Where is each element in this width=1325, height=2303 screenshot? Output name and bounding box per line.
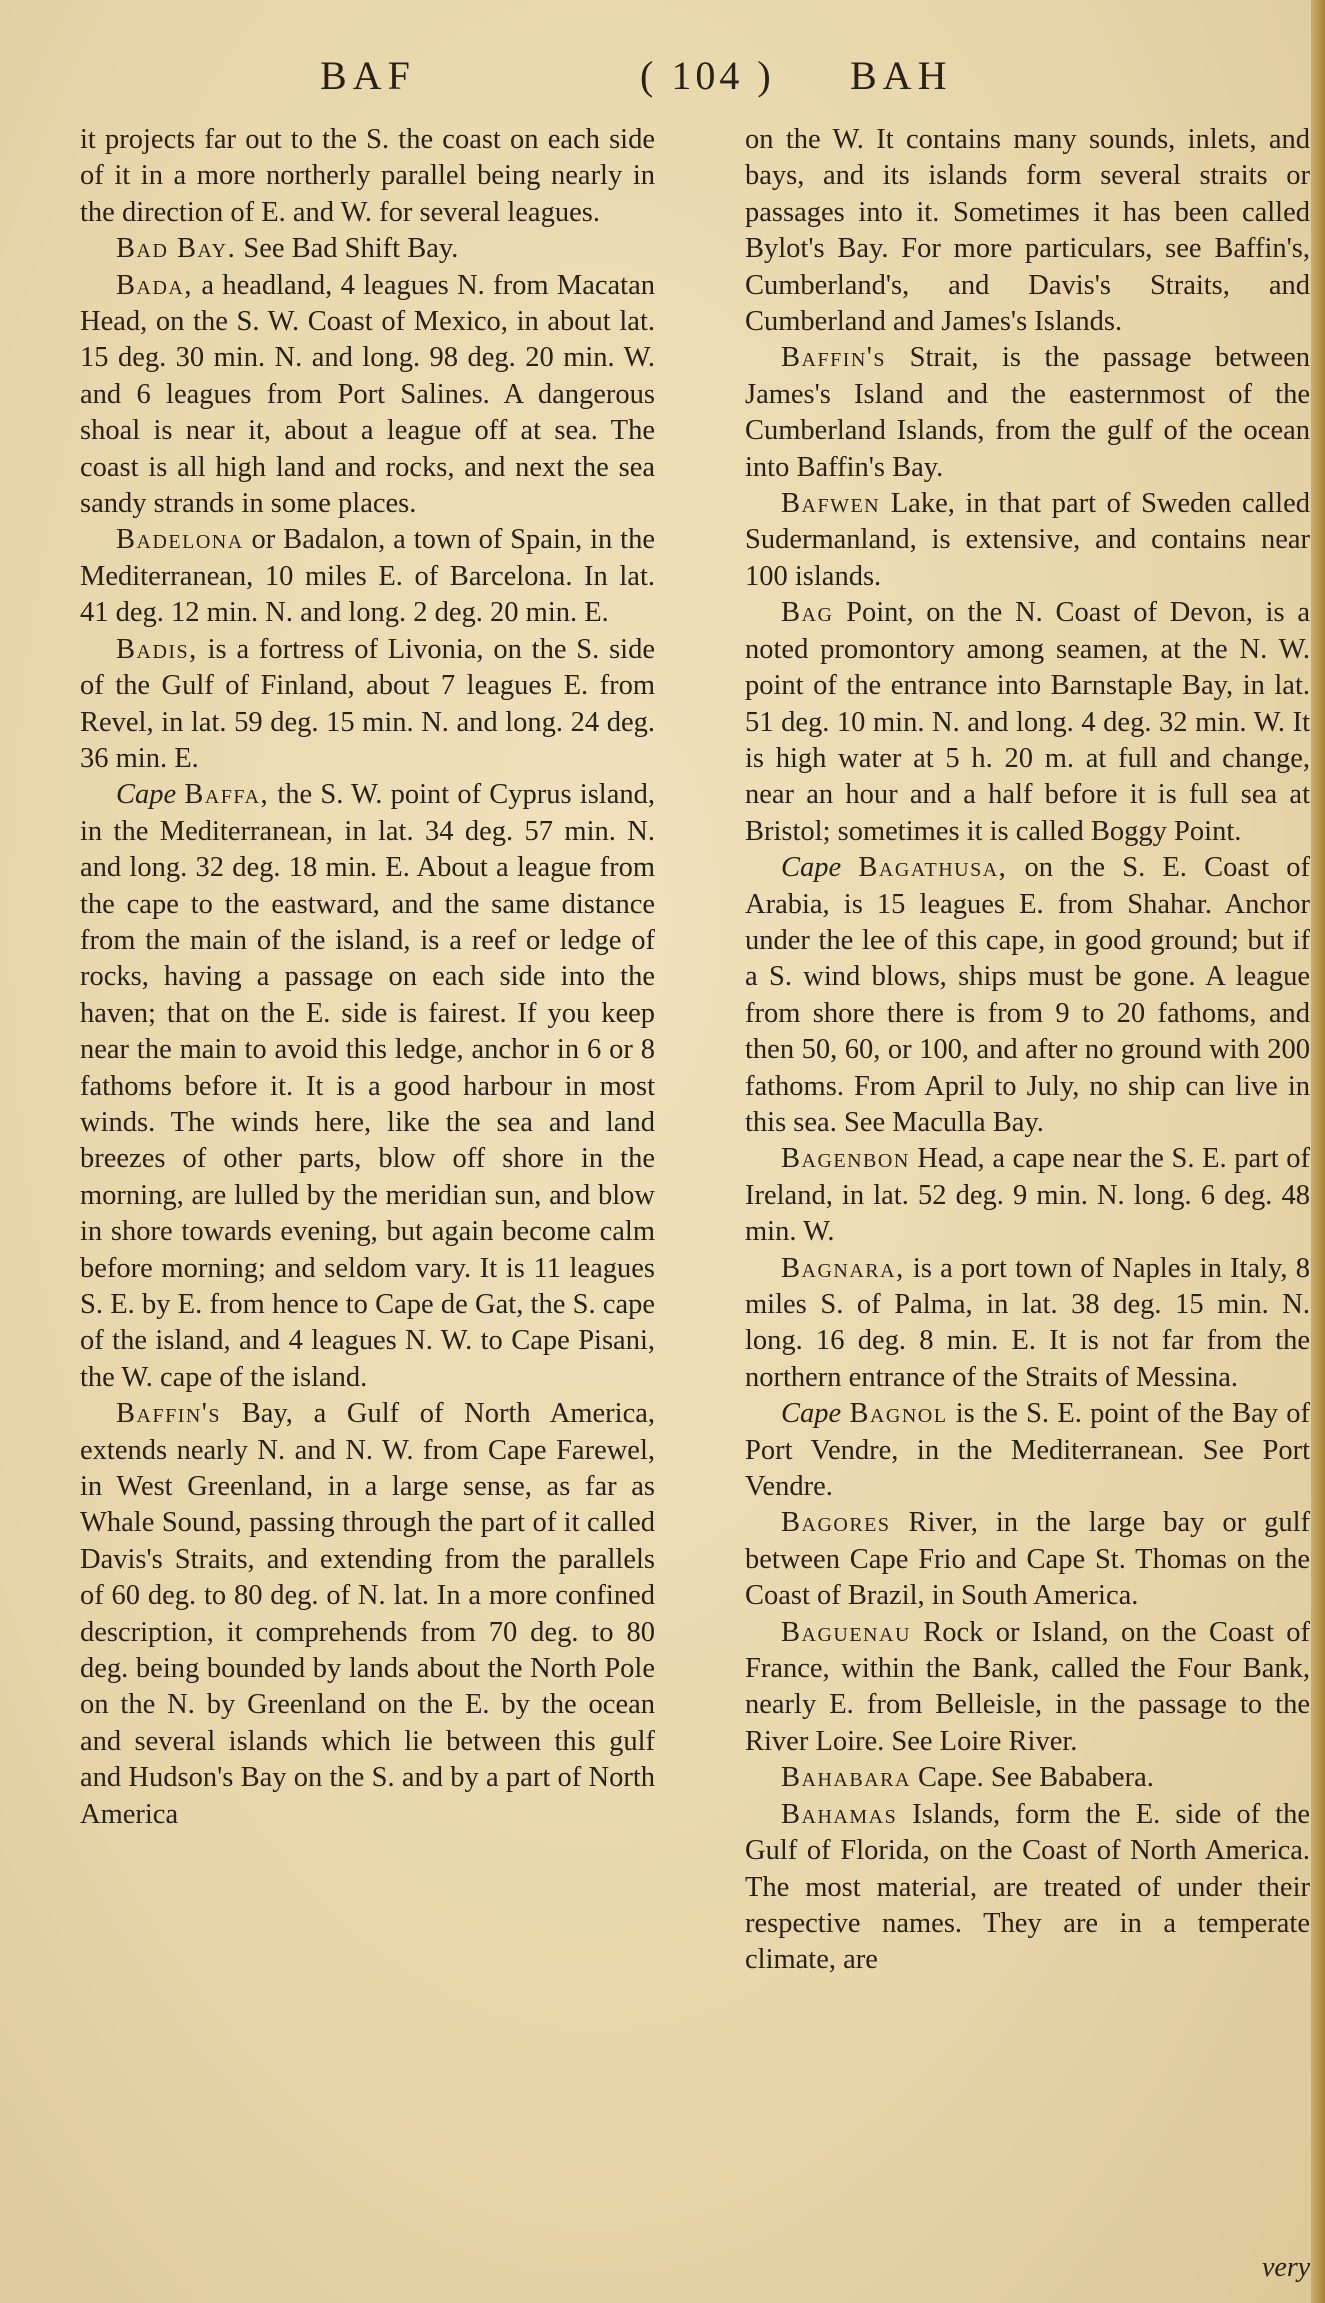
page-number: ( 104 )	[640, 53, 775, 98]
dictionary-entry	[745, 1396, 1310, 1505]
right-column	[745, 122, 1310, 1979]
entry-headword: Bagenbon	[781, 1143, 910, 1175]
entry-headword: Baffin's	[116, 1398, 222, 1430]
dictionary-entry	[745, 1141, 1310, 1250]
dictionary-entry	[80, 268, 655, 523]
entry-text: is a fortress of Livonia, on the S. side of the Gulf of Finland, about 7 leagues E. from Revel, in lat. 59 deg. 15 min. N. and long. 24 deg. 36 min. E.	[80, 633, 655, 774]
entry-text: Islands, form the E. side of the Gulf of Florida, on the Coast of North America. The most material, are treated of under their respective names. They are in a temperate climate, are	[745, 1798, 1310, 1976]
header-left: BAF	[320, 53, 416, 98]
dictionary-entry	[745, 1251, 1310, 1397]
entry-headword: Baffa,	[184, 779, 270, 811]
entry-text: on the S. E. Coast of Arabia, is 15 leagues E. from Shahar. Anchor under the lee of this cape, in good ground; but if a S. wind blows, ships must be gone. A league from shore there is from 9 to 20 fathoms, and then 50, 60, or 100, and after no ground with 200 fathoms. From April to July, no ship can live in this sea. See Maculla Bay.	[745, 852, 1310, 1138]
entry-text: Point, on the N. Coast of Devon, is a noted promontory among seamen, at the N. W. point of the entrance into Barnstaple Bay, in lat. 51 deg. 10 min. N. and long. 4 deg. 32 min. W. It is high water at 5 h. 20 m. at full and change, near an hour and a half before it is full sea at Bristol; sometimes it is called Boggy Point.	[745, 597, 1310, 847]
entry-text: See Bad Shift Bay.	[236, 233, 459, 265]
dictionary-entry	[80, 632, 655, 778]
entry-headword: Bagores	[781, 1507, 891, 1539]
entry-headword: Bagnol	[849, 1398, 948, 1430]
entry-headword: Badis,	[116, 633, 198, 665]
entry-headword: Bahabara	[781, 1762, 911, 1794]
dictionary-entry	[80, 522, 655, 631]
entry-headword: Bag	[781, 597, 834, 629]
entry-prefix: Cape	[781, 852, 842, 884]
entry-headword: Badelona	[116, 524, 244, 556]
entry-text: Rock or Island, on the Coast of France, within the Bank, called the Four Bank, nearly E. from Belleisle, in the passage to the River Loire. See Loire River.	[745, 1616, 1310, 1757]
entry-text: or Badalon, a town of Spain, in the Mediterranean, 10 miles E. of Barcelona. In lat. 41 deg. 12 min. N. and long. 2 deg. 20 min. E.	[80, 524, 655, 629]
page-edge	[1311, 0, 1325, 2303]
dictionary-entry	[745, 122, 1310, 340]
entry-headword: Baffin's	[781, 342, 887, 374]
dictionary-entry	[745, 1797, 1310, 1979]
entry-text: a headland, 4 leagues N. from Macatan Head, on the S. W. Coast of Mexico, in about lat. 15 deg. 30 min. N. and long. 98 deg. 20 min. W. and 6 leagues from Port Salines. A dangerous shoal is near it, about a league off at sea. The coast is all high land and rocks, and next the sea sandy strands in some places.	[80, 269, 655, 520]
catchword: very	[1262, 2252, 1311, 2283]
entry-text: it projects far out to the S. the coast on each side of it in a more northerly parallel being nearly in the direction of E. and W. for several leagues.	[80, 124, 655, 228]
entry-headword: Bada,	[116, 269, 193, 301]
entry-text: Bay, a Gulf of North America, extends nearly N. and N. W. from Cape Farewel, in West Greenland, in a large sense, as far as Whale Sound, passing through the part of it called Davis's Straits, and extending from the parallels of 60 deg. to 80 deg. of N. lat. In a more confined description, it comprehends from 70 deg. to 80 deg. being bounded by lands about the North Pole on the N. by Greenland on the E. by the ocean and several islands which lie between this gulf and Hudson's Bay on the S. and by a part of North America	[80, 1398, 655, 1830]
entry-headword: Bagathusa,	[858, 852, 1008, 884]
entry-text: River, in the large bay or gulf between Cape Frio and Cape St. Thomas on the Coast of Brazil, in South America.	[745, 1507, 1310, 1612]
entry-text: is a port town of Naples in Italy, 8 miles S. of Palma, in lat. 38 deg. 15 min. N. long. 16 deg. 8 min. E. It is not far from the northern entrance of the Straits of Messina.	[745, 1252, 1310, 1393]
entry-text: Strait, is the passage between James's Island and the easternmost of the Cumberland Islands, from the gulf of the ocean into Baffin's Bay.	[745, 342, 1310, 483]
running-head	[320, 52, 1120, 112]
entry-headword: Bad Bay.	[116, 233, 237, 265]
entry-headword: Baguenau	[781, 1616, 911, 1648]
entry-headword: Bafwen	[781, 488, 881, 520]
entry-text: on the W. It contains many sounds, inlets, and bays, and its islands form several straits or passages into it. Sometimes it has been called Bylot's Bay. For more particulars, see Baffin's, Cumberland's, and Davis's Straits, and Cumberland and James's Islands.	[745, 124, 1310, 338]
left-column	[80, 122, 655, 1833]
entry-text: Head, a cape near the S. E. part of Ireland, in lat. 52 deg. 9 min. N. long. 6 deg. 48 min. W.	[745, 1143, 1310, 1248]
dictionary-entry	[745, 850, 1310, 1141]
entry-text: is the S. E. point of the Bay of Port Vendre, in the Mediterranean. See Port Vendre.	[745, 1398, 1311, 1503]
dictionary-entry	[745, 595, 1310, 850]
dictionary-entry	[80, 122, 655, 231]
dictionary-entry	[80, 1396, 655, 1833]
dictionary-entry	[745, 340, 1310, 486]
entry-text: the S. W. point of Cyprus island, in the Mediterranean, in lat. 34 deg. 57 min. N. and long. 32 deg. 18 min. E. About a league from the cape to the eastward, and the same distance from the main of the island, is a reef or ledge of rocks, having a passage on each side into the haven; that on the E. side is fairest. If you keep near the main to avoid this ledge, anchor in 6 or 8 fathoms before it. It is a good harbour in most winds. The winds here, like the sea and land breezes of other parts, blow off shore in the morning, are lulled by the meridian sun, and blow in shore towards evening, but again become calm before morning; and seldom vary. It is 11 leagues S. E. by E. from hence to Cape de Gat, the S. cape of the island, and 4 leagues N. W. to Cape Pisani, the W. cape of the island.	[80, 779, 655, 1393]
dictionary-entry	[745, 1760, 1310, 1796]
header-right: BAH	[850, 53, 953, 98]
dictionary-entry	[745, 486, 1310, 595]
entry-text: Lake, in that part of Sweden called Sudermanland, is extensive, and contains near 100 islands.	[745, 488, 1310, 592]
dictionary-entry	[745, 1615, 1310, 1761]
entry-text: Cape. See Bababera.	[910, 1762, 1154, 1794]
dictionary-entry	[80, 231, 655, 267]
dictionary-entry	[80, 777, 655, 1396]
entry-prefix: Cape	[781, 1398, 842, 1430]
entry-headword: Bagnara,	[781, 1252, 905, 1284]
entry-headword: Bahamas	[781, 1798, 898, 1830]
dictionary-entry	[745, 1505, 1310, 1614]
entry-prefix: Cape	[116, 779, 177, 811]
